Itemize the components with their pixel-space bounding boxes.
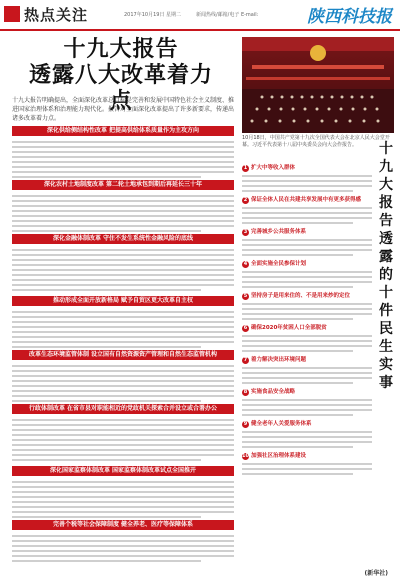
item-number: 3 <box>243 229 248 235</box>
section-bar: 完善个税等社会保障制度 健全养老、医疗等保障体系 <box>12 520 234 530</box>
issue-date: 2017年10月19日 星期二 <box>124 12 182 18</box>
item-number: 6 <box>243 325 248 331</box>
list-item <box>242 323 372 332</box>
vertical-headline: 十九大报告透露的十件民生实事 <box>379 141 393 391</box>
section-bar: 行政体制改革 在省市县对职能相近的党政机关探索合并设立或合署办公 <box>12 404 234 414</box>
item-number: 7 <box>243 357 248 363</box>
page-header <box>0 0 400 30</box>
congress-hall-image <box>242 37 394 133</box>
item-number: 2 <box>243 197 248 203</box>
header-rule <box>0 29 400 31</box>
section-text <box>12 478 234 518</box>
contact-line: 新闻热线/邮箱/电子 E-mail: <box>196 12 259 18</box>
section-text <box>12 246 234 294</box>
section-bar: 深化供给侧结构性改革 把提高供给体系质量作为主攻方向 <box>12 126 234 136</box>
item-title: 完善城乡公共服务体系 <box>251 229 307 235</box>
item-title: 扩大中等收入群体 <box>251 165 296 171</box>
section-text <box>12 532 234 566</box>
item-number: 9 <box>243 421 248 427</box>
livelihood-list <box>242 160 372 540</box>
item-number: 8 <box>243 389 248 395</box>
list-item <box>242 163 372 172</box>
item-number: 1 <box>243 165 248 171</box>
section-bar: 深化国家监察体制改革 国家监察体制改革试点全国推开 <box>12 466 234 476</box>
section-text <box>12 362 234 402</box>
section-bar: 深化农村土地制度改革 第二轮土地承包到期后再延长三十年 <box>12 180 234 190</box>
item-title: 健全老年人关爱服务体系 <box>251 421 312 427</box>
item-title: 全面实施全民参保计划 <box>251 261 307 267</box>
section-marker-icon <box>4 6 20 22</box>
lead-paragraph: 十九大报告明确提出，全面深化改革总目标是完善和发展中国特色社会主义制度、推进国家治理体系和治理能力现代化。报告对全面深化改革提出了许多新要求，传递出诸多改革着力点。 <box>12 97 235 122</box>
section-text <box>12 416 234 464</box>
headline-line-1: 十九大报告 <box>63 37 179 62</box>
list-item <box>242 291 372 300</box>
item-number: 5 <box>243 293 248 299</box>
section-bar: 改革生态环境监管体制 设立国有自然资源资产管理和自然生态监管机构 <box>12 350 234 360</box>
item-title: 着力解决突出环境问题 <box>251 357 307 363</box>
section-bar: 深化金融体制改革 守住不发生系统性金融风险的底线 <box>12 234 234 244</box>
section-title: 热点关注 <box>24 6 89 24</box>
list-item <box>242 259 372 268</box>
item-title: 确保2020年贫困人口全部脱贫 <box>251 325 327 331</box>
item-title: 保证全体人民在共建共享发展中有更多获得感 <box>251 197 362 203</box>
list-item <box>242 195 372 204</box>
list-item <box>242 451 372 460</box>
list-item <box>242 355 372 364</box>
list-item <box>242 387 372 396</box>
source-credit: (新华社) <box>364 570 388 577</box>
newspaper-logo: 陕西科技报 <box>307 7 392 27</box>
headline-line-2: 透露八大改革着力点 <box>28 63 213 114</box>
photo-caption: 10月18日，中国共产党第十九次全国代表大会在北京人民大会堂开幕。习近平代表第十八届中央委员会向大会作报告。 <box>242 135 390 148</box>
section-bar: 推动形成全面开放新格局 赋予自贸区更大改革自主权 <box>12 296 234 306</box>
item-title: 实施食品安全战略 <box>251 389 296 395</box>
section-text <box>12 192 234 232</box>
section-text <box>12 138 234 178</box>
list-item <box>242 419 372 428</box>
item-number: 4 <box>243 261 248 267</box>
list-item <box>242 227 372 236</box>
item-number: 10 <box>242 453 249 459</box>
item-title: 坚持房子是用来住的、不是用来炒的定位 <box>251 293 351 299</box>
section-text <box>12 308 234 348</box>
item-title: 加强社区治理体系建设 <box>251 453 307 459</box>
congress-photo <box>242 37 394 133</box>
